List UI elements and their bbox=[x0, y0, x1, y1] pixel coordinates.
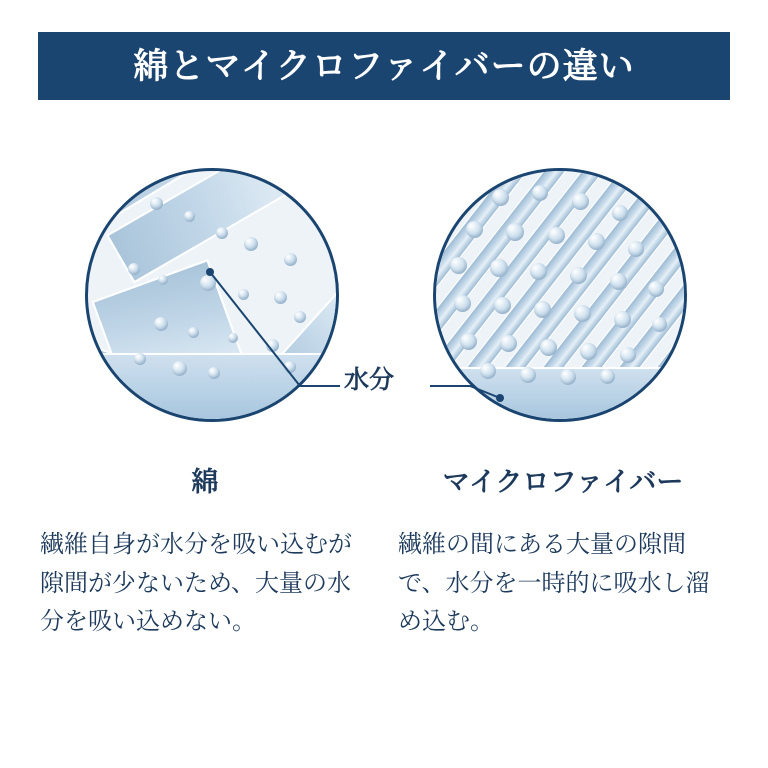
header-banner bbox=[38, 32, 730, 100]
water-droplet bbox=[648, 281, 664, 297]
water-droplet bbox=[610, 273, 627, 290]
water-droplet bbox=[620, 347, 636, 363]
water-droplet bbox=[184, 211, 195, 222]
water-droplet bbox=[560, 369, 576, 385]
water-droplet bbox=[200, 275, 216, 291]
water-droplet bbox=[454, 295, 471, 312]
water-droplet bbox=[520, 367, 536, 383]
water-droplet bbox=[274, 291, 287, 304]
water-droplet bbox=[158, 275, 168, 285]
water-droplet bbox=[588, 233, 605, 250]
water-droplet bbox=[612, 205, 628, 221]
page-title: 綿とマイクロファイバーの違い bbox=[133, 46, 635, 86]
column-cotton bbox=[40, 468, 370, 642]
water-droplet bbox=[652, 317, 667, 332]
column-title-microfiber: マイクロファイバー bbox=[442, 467, 684, 497]
water-droplet bbox=[172, 361, 187, 376]
water-droplet bbox=[294, 311, 306, 323]
column-microfiber bbox=[398, 468, 728, 642]
water-droplet bbox=[150, 197, 163, 210]
water-droplet bbox=[530, 263, 547, 280]
water-droplet bbox=[480, 363, 496, 379]
water-droplet bbox=[532, 185, 548, 201]
column-body-cotton: 繊維自身が水分を吸い込むが隙間が少ないため、大量の水分を吸い込めない。 bbox=[40, 530, 352, 636]
water-droplet bbox=[534, 301, 551, 318]
microfiber-illustration bbox=[433, 168, 687, 422]
water-droplet bbox=[492, 189, 509, 206]
water-droplet bbox=[570, 267, 587, 284]
water-droplet bbox=[128, 263, 140, 275]
water-droplet bbox=[614, 311, 631, 328]
water-droplet bbox=[540, 339, 557, 356]
water-droplet bbox=[188, 327, 199, 338]
cotton-fiber-illustration bbox=[85, 168, 339, 422]
water-droplet bbox=[134, 353, 146, 365]
illustration-area bbox=[0, 150, 768, 450]
water-droplet bbox=[574, 305, 591, 322]
water-droplet bbox=[284, 361, 296, 373]
water-droplet bbox=[628, 241, 644, 257]
water-droplet bbox=[460, 333, 477, 350]
water-droplet bbox=[450, 257, 467, 274]
water-droplet bbox=[154, 317, 168, 331]
water-droplet bbox=[266, 339, 279, 352]
water-droplet bbox=[216, 227, 228, 239]
water-pool bbox=[88, 353, 336, 419]
microfiber-illustration-inner bbox=[436, 171, 684, 419]
callout-label-water: 水分 bbox=[344, 366, 395, 394]
water-droplet bbox=[500, 335, 517, 352]
water-droplet bbox=[580, 343, 597, 360]
column-title-cotton: 綿 bbox=[191, 467, 219, 497]
water-droplet bbox=[466, 221, 483, 238]
water-droplet bbox=[284, 253, 297, 266]
water-droplet bbox=[600, 369, 615, 384]
water-droplet bbox=[548, 227, 565, 244]
water-droplet bbox=[238, 289, 249, 300]
water-droplet bbox=[244, 237, 258, 251]
water-droplet bbox=[490, 259, 508, 277]
water-droplet bbox=[494, 297, 511, 314]
water-droplet bbox=[506, 223, 524, 241]
water-droplet bbox=[572, 193, 589, 210]
water-droplet bbox=[228, 333, 238, 343]
cotton-illustration-inner bbox=[88, 171, 336, 419]
column-body-microfiber: 繊維の間にある大量の隙間で、水分を一時的に吸水し溜め込む。 bbox=[398, 530, 710, 636]
water-droplet bbox=[208, 367, 220, 379]
